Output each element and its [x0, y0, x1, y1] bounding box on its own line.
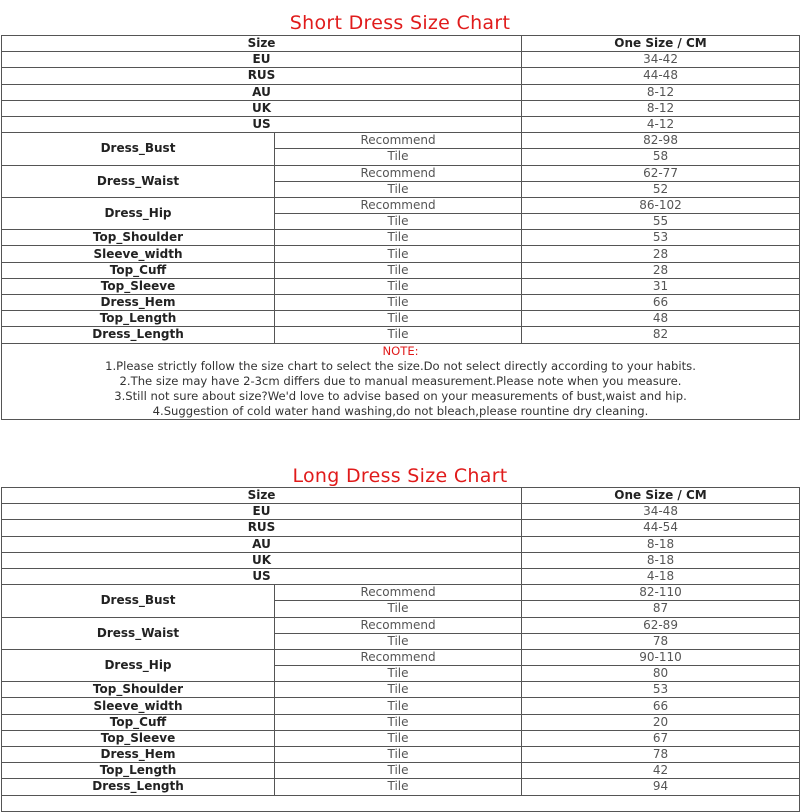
- short-chart-title: Short Dress Size Chart: [289, 12, 511, 34]
- measure-value: 82: [522, 327, 800, 343]
- measure-row: [2, 133, 800, 149]
- measure-row: [2, 763, 800, 779]
- measure-type: Tile: [275, 601, 522, 617]
- measure-name: Dress_Bust: [2, 133, 275, 165]
- size-system-label: EU: [2, 52, 522, 68]
- measure-row: [2, 730, 800, 746]
- measure-type: Tile: [275, 230, 522, 246]
- measure-row: [2, 295, 800, 311]
- table-tail-row: [2, 795, 800, 811]
- measure-row: [2, 617, 800, 633]
- measure-name: Top_Shoulder: [2, 682, 275, 698]
- measure-row: [2, 714, 800, 730]
- measure-value: 58: [522, 149, 800, 165]
- measure-name: Top_Sleeve: [2, 730, 275, 746]
- notes-row: [2, 343, 800, 419]
- size-header: Size: [2, 36, 522, 52]
- measure-name: Dress_Waist: [2, 165, 275, 197]
- measure-row: [2, 649, 800, 665]
- table-tail: [2, 795, 800, 811]
- table-header-row: [2, 488, 800, 504]
- measure-name: Sleeve_width: [2, 246, 275, 262]
- size-system-label: US: [2, 568, 522, 584]
- measure-value: 78: [522, 633, 800, 649]
- measure-row: [2, 682, 800, 698]
- measure-name: Top_Shoulder: [2, 230, 275, 246]
- measure-name: Dress_Waist: [2, 617, 275, 649]
- measure-value: 28: [522, 262, 800, 278]
- measure-value: 20: [522, 714, 800, 730]
- measure-row: [2, 197, 800, 213]
- measure-name: Top_Length: [2, 311, 275, 327]
- measure-value: 82-110: [522, 585, 800, 601]
- measure-row: [2, 327, 800, 343]
- measure-type: Tile: [275, 747, 522, 763]
- size-value: 8-12: [522, 100, 800, 116]
- measure-value: 86-102: [522, 197, 800, 213]
- size-value: 8-18: [522, 536, 800, 552]
- measure-name: Sleeve_width: [2, 698, 275, 714]
- measure-value: 94: [522, 779, 800, 795]
- measure-type: Tile: [275, 714, 522, 730]
- measure-name: Top_Length: [2, 763, 275, 779]
- size-system-label: US: [2, 116, 522, 132]
- measure-type: Tile: [275, 633, 522, 649]
- measure-value: 80: [522, 666, 800, 682]
- measure-type: Tile: [275, 666, 522, 682]
- size-value: 44-48: [522, 68, 800, 84]
- size-row: [2, 568, 800, 584]
- size-value: 34-42: [522, 52, 800, 68]
- measure-type: Tile: [275, 278, 522, 294]
- measure-value: 42: [522, 763, 800, 779]
- measure-type: Tile: [275, 698, 522, 714]
- measure-type: Recommend: [275, 133, 522, 149]
- size-row: [2, 536, 800, 552]
- long-size-table: [1, 487, 800, 812]
- measure-type: Tile: [275, 311, 522, 327]
- measure-type: Tile: [275, 181, 522, 197]
- measure-type: Tile: [275, 262, 522, 278]
- measure-type: Recommend: [275, 649, 522, 665]
- one-size-header: One Size / CM: [522, 36, 800, 52]
- long-chart-title: Long Dress Size Chart: [292, 465, 508, 487]
- size-row: [2, 504, 800, 520]
- note-line: 1.Please strictly follow the size chart to select the size.Do not select directly according to your habits.: [105, 358, 696, 373]
- measure-value: 82-98: [522, 133, 800, 149]
- measure-type: Recommend: [275, 617, 522, 633]
- measure-type: Tile: [275, 149, 522, 165]
- measure-value: 78: [522, 747, 800, 763]
- measure-value: 67: [522, 730, 800, 746]
- size-system-label: AU: [2, 84, 522, 100]
- size-system-label: EU: [2, 504, 522, 520]
- measure-value: 48: [522, 311, 800, 327]
- size-system-label: UK: [2, 100, 522, 116]
- size-row: [2, 52, 800, 68]
- notes-block: [2, 343, 800, 419]
- measure-name: Dress_Hem: [2, 295, 275, 311]
- measure-type: Tile: [275, 682, 522, 698]
- note-heading: NOTE:: [382, 343, 419, 358]
- size-system-label: RUS: [2, 68, 522, 84]
- measure-row: [2, 747, 800, 763]
- size-value: 34-48: [522, 504, 800, 520]
- measure-value: 53: [522, 230, 800, 246]
- size-value: 8-12: [522, 84, 800, 100]
- note-line: 2.The size may have 2-3cm differs due to manual measurement.Please note when you measure.: [119, 373, 682, 388]
- note-line: 3.Still not sure about size?We'd love to advise based on your measurements of bust,waist and hip.: [114, 388, 687, 403]
- measure-name: Dress_Length: [2, 327, 275, 343]
- measure-value: 62-89: [522, 617, 800, 633]
- measure-value: 55: [522, 214, 800, 230]
- measure-row: [2, 262, 800, 278]
- measure-value: 53: [522, 682, 800, 698]
- measure-type: Recommend: [275, 585, 522, 601]
- size-system-label: AU: [2, 536, 522, 552]
- size-value: 4-12: [522, 116, 800, 132]
- measure-value: 90-110: [522, 649, 800, 665]
- measure-type: Recommend: [275, 165, 522, 181]
- size-system-label: UK: [2, 552, 522, 568]
- measure-value: 87: [522, 601, 800, 617]
- size-row: [2, 84, 800, 100]
- measure-type: Tile: [275, 295, 522, 311]
- size-row: [2, 116, 800, 132]
- measure-row: [2, 246, 800, 262]
- measure-row: [2, 779, 800, 795]
- size-row: [2, 100, 800, 116]
- measure-type: Recommend: [275, 197, 522, 213]
- size-value: 8-18: [522, 552, 800, 568]
- size-system-label: RUS: [2, 520, 522, 536]
- measure-value: 31: [522, 278, 800, 294]
- measure-row: [2, 311, 800, 327]
- measure-row: [2, 230, 800, 246]
- measure-name: Dress_Bust: [2, 585, 275, 617]
- short-size-table: [1, 35, 800, 420]
- size-header: Size: [2, 488, 522, 504]
- measure-type: Tile: [275, 246, 522, 262]
- measure-value: 66: [522, 295, 800, 311]
- one-size-header: One Size / CM: [522, 488, 800, 504]
- measure-name: Dress_Length: [2, 779, 275, 795]
- measure-type: Tile: [275, 763, 522, 779]
- size-row: [2, 520, 800, 536]
- measure-name: Dress_Hem: [2, 747, 275, 763]
- size-value: 4-18: [522, 568, 800, 584]
- note-line: 4.Suggestion of cold water hand washing,do not bleach,please rountine dry cleaning.: [152, 403, 649, 418]
- measure-name: Top_Sleeve: [2, 278, 275, 294]
- measure-type: Tile: [275, 779, 522, 795]
- measure-row: [2, 585, 800, 601]
- measure-value: 66: [522, 698, 800, 714]
- measure-name: Dress_Hip: [2, 649, 275, 681]
- measure-row: [2, 165, 800, 181]
- size-row: [2, 552, 800, 568]
- measure-name: Top_Cuff: [2, 714, 275, 730]
- measure-name: Dress_Hip: [2, 197, 275, 229]
- table-header-row: [2, 36, 800, 52]
- measure-row: [2, 698, 800, 714]
- measure-value: 52: [522, 181, 800, 197]
- measure-value: 28: [522, 246, 800, 262]
- size-value: 44-54: [522, 520, 800, 536]
- measure-type: Tile: [275, 327, 522, 343]
- measure-type: Tile: [275, 730, 522, 746]
- measure-name: Top_Cuff: [2, 262, 275, 278]
- measure-value: 62-77: [522, 165, 800, 181]
- size-row: [2, 68, 800, 84]
- measure-type: Tile: [275, 214, 522, 230]
- measure-row: [2, 278, 800, 294]
